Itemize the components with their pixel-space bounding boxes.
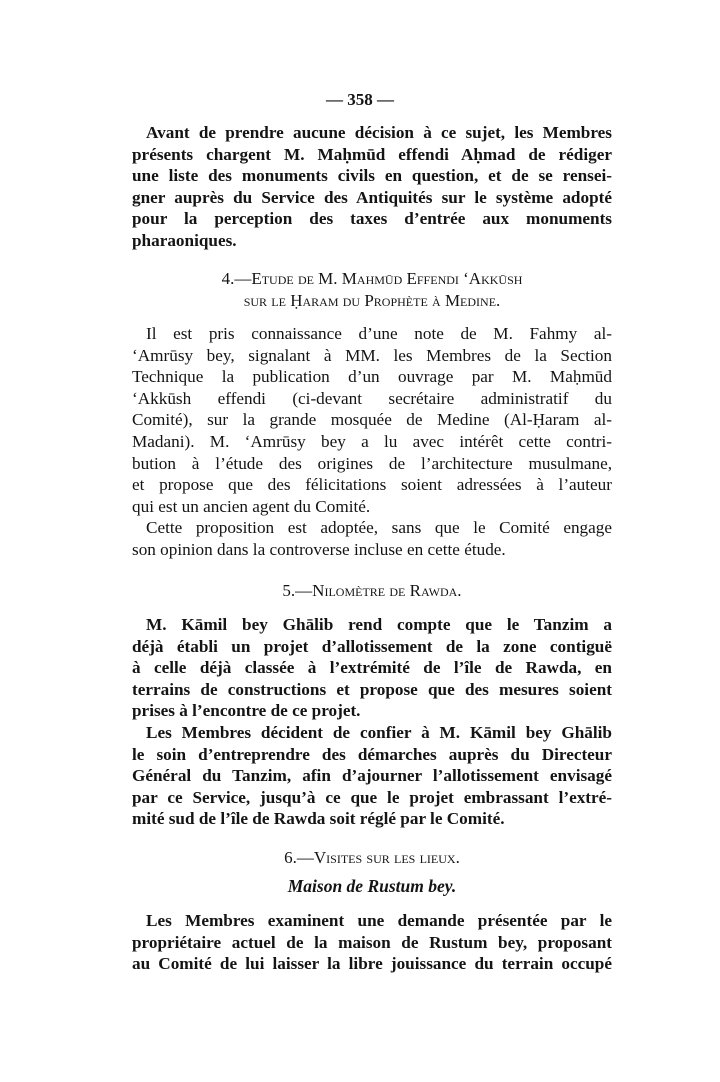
- paragraph-rustum-bey: [132, 910, 612, 975]
- text-line: présents chargent M. Maḥmūd effendi Aḥmad de rédiger: [132, 144, 612, 164]
- text-line: gner auprès du Service des Antiquités sur le système adopté: [132, 187, 612, 207]
- text-line: ‘Amrūsy bey, signalant à MM. les Membres de la Section: [132, 345, 612, 365]
- text-line: Comité), sur la grande mosquée de Medine (Al-Ḥaram al-: [132, 410, 612, 430]
- text-line: prises à l’encontre de ce projet.: [132, 701, 361, 721]
- text-line: qui est un ancien agent du Comité.: [132, 496, 371, 516]
- section-heading-5: 5.—Nilomètre de Rawda.: [282, 581, 462, 600]
- text-line: propriétaire actuel de la maison de Rustum bey, proposant: [132, 932, 612, 952]
- text-line: Madani). M. ‘Amrūsy bey a lu avec intérêt cette contri-: [132, 431, 612, 451]
- section-heading-4: [132, 268, 612, 311]
- text-line: Technique la publication d’un ouvrage par M. Maḥmūd: [132, 367, 612, 387]
- text-line: au Comité de lui laisser la libre jouissance du terrain occupé: [132, 954, 612, 974]
- text-line: Général du Tanzim, afin d’ajourner l’allotissement envisagé: [132, 766, 612, 786]
- text-line: pour la perception des taxes d’entrée aux monuments: [132, 209, 612, 229]
- text-line: M. Kāmil bey Ghālib rend compte que le Tanzim a: [146, 615, 612, 634]
- text-line: bution à l’étude des origines de l’architecture musulmane,: [132, 453, 612, 473]
- paragraph-membres-liste: [132, 122, 612, 252]
- text-line: Avant de prendre aucune décision à ce sujet, les Membres: [146, 123, 612, 142]
- heading-line: 4.—Etude de M. Mahmūd Effendi ‘Akkūsh: [221, 269, 523, 288]
- subheading-maison-rustum: Maison de Rustum bey.: [287, 876, 457, 896]
- text-line: Les Membres examinent une demande présentée par le: [146, 911, 612, 930]
- text-line: déjà établi un projet d’allotissement de la zone contiguë: [132, 636, 612, 656]
- text-line: par ce Service, jusqu’à ce que le projet embrassant l’extré-: [132, 787, 612, 807]
- page-number: — 358 —: [326, 90, 394, 109]
- section-heading-6: 6.—Visites sur les lieux.: [284, 848, 460, 867]
- text-line: Il est pris connaissance d’une note de M. Fahmy al-: [146, 324, 612, 343]
- heading-line: sur le Ḥaram du Prophète à Medine.: [243, 290, 501, 310]
- text-line: à celle déjà classée à l’extrémité de l’île de Rawda, en: [132, 658, 612, 678]
- text-line: mité sud de l’île de Rawda soit réglé par le Comité.: [132, 809, 505, 829]
- text-line: le soin d’entreprendre des démarches auprès du Directeur: [132, 744, 612, 764]
- paragraph-note-fahmy: [132, 323, 612, 561]
- text-line: pharaoniques.: [132, 230, 237, 250]
- text-line: son opinion dans la controverse incluse en cette étude.: [132, 539, 506, 559]
- text-line: une liste des monuments civils en question, et de se rensei-: [132, 166, 612, 186]
- text-line: Les Membres décident de confier à M. Kāmil bey Ghālib: [146, 722, 612, 742]
- paragraph-nilometre: [132, 614, 612, 830]
- text-line: Cette proposition est adoptée, sans que le Comité engage: [146, 518, 612, 538]
- text-line: et propose que des félicitations soient adressées à l’auteur: [132, 475, 612, 495]
- text-line: ‘Akkūsh effendi (ci-devant secrétaire administratif du: [132, 388, 612, 408]
- text-line: terrains de constructions et propose que des mesures soient: [132, 679, 612, 699]
